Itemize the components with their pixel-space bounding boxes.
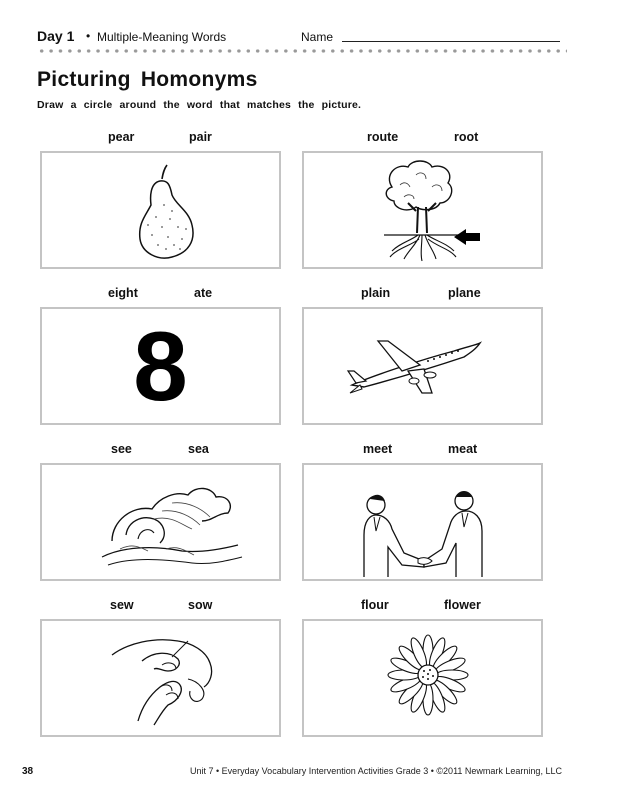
picture-box-sew (40, 619, 281, 737)
picture-box-root (302, 151, 543, 269)
pear-icon (42, 153, 279, 267)
instructions: Draw a circle around the word that matches the picture. (37, 99, 362, 111)
word-option[interactable]: plain (361, 286, 391, 300)
name-line[interactable] (342, 41, 560, 42)
daisy-flower-icon (304, 621, 541, 735)
picture-box-sea (40, 463, 281, 581)
picture-box-eight (40, 307, 281, 425)
word-option[interactable]: sea (188, 442, 209, 456)
picture-box-flower (302, 619, 543, 737)
header-bullet: • (86, 29, 91, 43)
word-option[interactable]: plane (448, 286, 481, 300)
word-option[interactable]: root (454, 130, 479, 144)
word-option[interactable]: ate (194, 286, 213, 300)
word-option[interactable]: route (367, 130, 399, 144)
picture-box-plane (302, 307, 543, 425)
word-option[interactable]: sew (110, 598, 134, 612)
ocean-wave-icon (42, 465, 279, 579)
word-option[interactable]: see (111, 442, 132, 456)
header-day: Day 1 (37, 28, 75, 44)
name-label: Name (301, 30, 334, 44)
footer-credit: Unit 7 • Everyday Vocabulary Intervention Activities Grade 3 • ©2011 Newmark Learning, LLC (190, 766, 562, 776)
tree-roots-icon (304, 153, 541, 267)
two-men-handshake-icon (304, 465, 541, 579)
word-option[interactable]: meat (448, 442, 478, 456)
header-topic: Multiple-Meaning Words (97, 30, 227, 44)
word-option[interactable]: flower (444, 598, 481, 612)
word-option[interactable]: meet (363, 442, 393, 456)
page-title: Picturing Homonyms (37, 68, 258, 91)
word-option[interactable]: pair (189, 130, 212, 144)
picture-box-pear (40, 151, 281, 269)
word-option[interactable]: sow (188, 598, 213, 612)
number-eight: 8 (133, 311, 188, 421)
word-option[interactable]: pear (108, 130, 135, 144)
page-number: 38 (22, 766, 34, 777)
airplane-icon (304, 309, 541, 423)
hands-sewing-icon (42, 621, 279, 735)
dotted-divider (37, 48, 567, 54)
word-option[interactable]: eight (108, 286, 138, 300)
picture-box-meet (302, 463, 543, 581)
word-option[interactable]: flour (361, 598, 389, 612)
